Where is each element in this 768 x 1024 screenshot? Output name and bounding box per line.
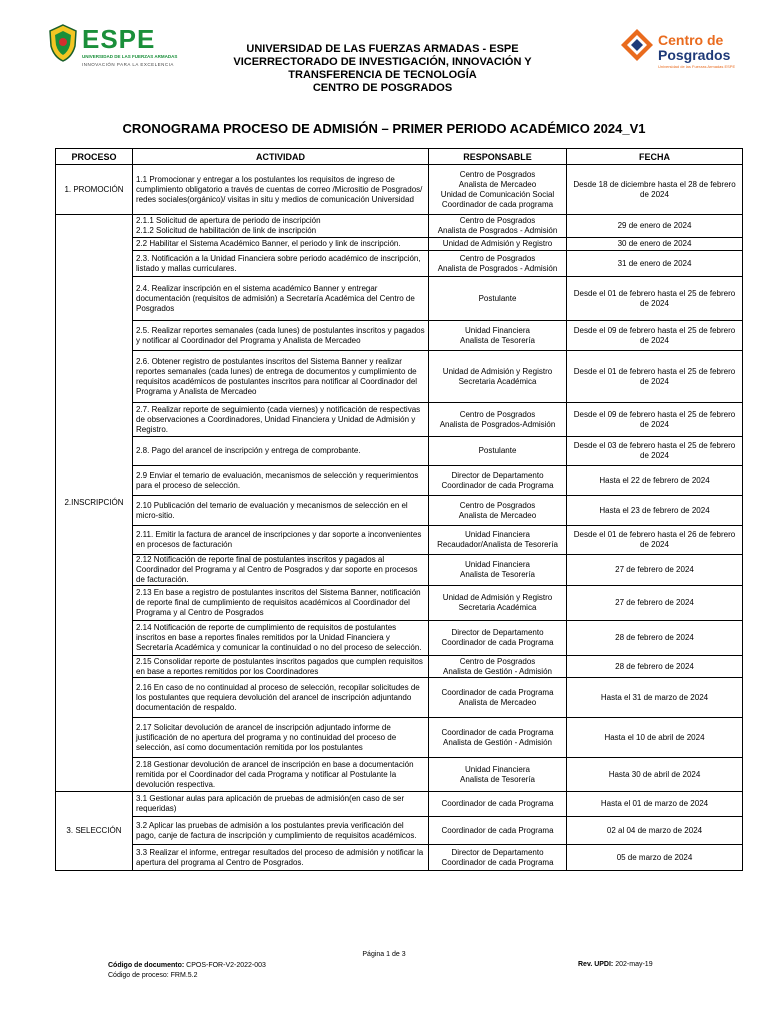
espe-logo-line1: UNIVERSIDAD DE LAS FUERZAS ARMADAS: [82, 54, 178, 59]
rev-label: Rev. UPDI:: [578, 961, 614, 968]
responsible-cell: Coordinador de cada Programa: [429, 817, 567, 845]
responsible-cell: Postulante: [429, 437, 567, 466]
rev-value: 202-may-19: [615, 961, 653, 968]
date-cell: 02 al 04 de marzo de 2024: [567, 817, 743, 845]
header-responsable: RESPONSABLE: [429, 149, 567, 165]
date-cell: 28 de febrero de 2024: [567, 621, 743, 656]
date-cell: 29 de enero de 2024: [567, 215, 743, 238]
activity-cell: 2.13 En base a registro de postulantes inscritos del Sistema Banner, notificación de reporte final de cumplimiento de requisitos académicos al Coordinador del Programa y al Centro de Posgrados: [133, 586, 429, 621]
table-row: [56, 792, 743, 817]
table-row: [56, 165, 743, 215]
responsible-cell: Director de Departamento Coordinador de cada Programa: [429, 845, 567, 871]
activity-cell: 3.2 Aplicar las pruebas de admisión a los postulantes previa verificación del pago, canje de factura de inscripción y cumplimiento de requisitos académicos.: [133, 817, 429, 845]
activity-cell: 1.1 Promocionar y entregar a los postulantes los requisitos de ingreso de cumplimiento obligatorio a través de cuentas de correo /Micrositio de Posgrados/ redes sociales(orgánico)/ visitas in situ y medios de comunicación Universidad: [133, 165, 429, 215]
process-cell: 2.INSCRIPCIÓN: [56, 215, 133, 792]
table-row: [56, 678, 743, 718]
responsible-cell: Unidad Financiera Analista de Tesorería: [429, 321, 567, 351]
posgrados-logo-line3: Universidad de las Fuerzas Armadas ESPE: [658, 64, 736, 69]
page-number: Página 1 de 3: [362, 951, 406, 958]
date-cell: Desde el 09 de febrero hasta el 25 de febrero de 2024: [567, 321, 743, 351]
responsible-cell: Coordinador de cada Programa Analista de Mercadeo: [429, 678, 567, 718]
activity-cell: 2.6. Obtener registro de postulantes inscritos del Sistema Banner y realizar reportes semanales (cada lunes) de entrega de documentos y cumplimiento de requisitos académicos de postulantes inscritos para notificar al Coordinador del Programa y Analista de Mercadeo: [133, 351, 429, 403]
activity-cell: 2.8. Pago del arancel de inscripción y entrega de comprobante.: [133, 437, 429, 466]
espe-wordmark: ESPE: [82, 24, 156, 54]
responsible-cell: Centro de Posgrados Analista de Mercadeo Unidad de Comunicación Social Coordinador de cada programa: [429, 165, 567, 215]
table-row: [56, 238, 743, 251]
table-row: [56, 758, 743, 792]
activity-cell: 2.10 Publicación del temario de evaluación y mecanismos de selección en el micro-sitio.: [133, 496, 429, 526]
responsible-cell: Coordinador de cada Programa Analista de Gestión - Admisión: [429, 718, 567, 758]
table-row: [56, 351, 743, 403]
table-row: [56, 437, 743, 466]
date-cell: Desde el 01 de febrero hasta el 25 de febrero de 2024: [567, 351, 743, 403]
responsible-cell: Centro de Posgrados Analista de Posgrados - Admisión: [429, 251, 567, 277]
process-cell: 1. PROMOCIÓN: [56, 165, 133, 215]
doc-code: CPOS-FOR-V2-2022-003: [186, 962, 266, 969]
date-cell: 05 de marzo de 2024: [567, 845, 743, 871]
activity-cell: 2.18 Gestionar devolución de arancel de inscripción en base a documentación remitida por el Coordinador del cada Programa y notificar al Postulante la devolución respectiva.: [133, 758, 429, 792]
date-cell: Hasta el 01 de marzo de 2024: [567, 792, 743, 817]
date-cell: Hasta el 22 de febrero de 2024: [567, 466, 743, 496]
centro-posgrados-logo: [620, 28, 740, 72]
date-cell: Desde 18 de diciembre hasta el 28 de febrero de 2024: [567, 165, 743, 215]
table-header-row: [56, 149, 743, 165]
date-cell: 30 de enero de 2024: [567, 238, 743, 251]
table-row: [56, 321, 743, 351]
responsible-cell: Unidad Financiera Analista de Tesorería: [429, 758, 567, 792]
date-cell: Hasta 30 de abril de 2024: [567, 758, 743, 792]
posgrados-logo-line2: Posgrados: [658, 47, 731, 63]
responsible-cell: Director de Departamento Coordinador de cada Programa: [429, 621, 567, 656]
activity-cell: 3.1 Gestionar aulas para aplicación de pruebas de admisión(en caso de ser requeridas): [133, 792, 429, 817]
espe-logo: [48, 22, 178, 70]
date-cell: 28 de febrero de 2024: [567, 656, 743, 678]
responsible-cell: Unidad de Admisión y Registro Secretaria Académica: [429, 351, 567, 403]
posgrados-emblem-icon: [620, 28, 654, 62]
date-cell: Desde el 01 de febrero hasta el 25 de febrero de 2024: [567, 277, 743, 321]
activity-cell: 2.5. Realizar reportes semanales (cada lunes) de postulantes inscritos y pagados y notificar al Coordinador del Programa y Analista de Mercadeo: [133, 321, 429, 351]
activity-cell: 2.7. Realizar reporte de seguimiento (cada viernes) y notificación de respectivas de observaciones a Coordinadores, Unidad Financiera y Unidad de Admisión y Registro.: [133, 403, 429, 437]
activity-cell: 2.1.1 Solicitud de apertura de periodo de inscripción 2.1.2 Solicitud de habilitación de link de inscripción: [133, 215, 429, 238]
activity-cell: 2.2 Habilitar el Sistema Académico Banner, el periodo y link de inscripción.: [133, 238, 429, 251]
date-cell: Hasta el 23 de febrero de 2024: [567, 496, 743, 526]
activity-cell: 2.15 Consolidar reporte de postulantes inscritos pagados que cumplen requisitos en base a reportes remitidos por los Coordinadores: [133, 656, 429, 678]
date-cell: Hasta el 10 de abril de 2024: [567, 718, 743, 758]
footer-revision: [578, 961, 653, 968]
responsible-cell: Centro de Posgrados Analista de Posgrados-Admisión: [429, 403, 567, 437]
table-row: [56, 466, 743, 496]
table-row: [56, 621, 743, 656]
document-header: [0, 0, 768, 110]
doc-code-label: Código de documento:: [108, 962, 185, 969]
table-row: [56, 718, 743, 758]
responsible-cell: Centro de Posgrados Analista de Mercadeo: [429, 496, 567, 526]
date-cell: 27 de febrero de 2024: [567, 586, 743, 621]
responsible-cell: Postulante: [429, 277, 567, 321]
table-row: [56, 555, 743, 586]
activity-cell: 2.11. Emitir la factura de arancel de inscripciones y dar soporte a inconvenientes en procesos de facturación: [133, 526, 429, 555]
table-row: [56, 817, 743, 845]
date-cell: Desde el 03 de febrero hasta el 25 de febrero de 2024: [567, 437, 743, 466]
date-cell: 31 de enero de 2024: [567, 251, 743, 277]
date-cell: 27 de febrero de 2024: [567, 555, 743, 586]
date-cell: Hasta el 31 de marzo de 2024: [567, 678, 743, 718]
institution-line-1: UNIVERSIDAD DE LAS FUERZAS ARMADAS - ESPE: [246, 43, 519, 55]
process-code: Código de proceso: FRM.5.2: [108, 972, 198, 979]
date-cell: Desde el 09 de febrero hasta el 25 de febrero de 2024: [567, 403, 743, 437]
institution-line-2: VICERRECTORADO DE INVESTIGACIÓN, INNOVACIÓN Y TRANSFERENCIA DE TECNOLOGÍA: [233, 56, 532, 81]
activity-cell: 2.17 Solicitar devolución de arancel de inscripción adjuntado informe de justificación de no apertura del programa y no continuidad del proceso de selección, así como documentación remitida por los postulantes: [133, 718, 429, 758]
table-row: [56, 215, 743, 238]
activity-cell: 2.14 Notificación de reporte de cumplimiento de requisitos de postulantes inscritos en base a reportes finales remitidos por la Unidad Financiera y Secretaría Académica y comunicar la continuidad o no del proceso de selección.: [133, 621, 429, 656]
responsible-cell: Unidad de Admisión y Registro: [429, 238, 567, 251]
institution-block: [185, 43, 580, 95]
espe-crest-icon: [48, 24, 78, 62]
table-row: [56, 496, 743, 526]
responsible-cell: Coordinador de cada Programa: [429, 792, 567, 817]
schedule-table: [55, 148, 743, 871]
table-row: [56, 845, 743, 871]
activity-cell: 2.9 Enviar el temario de evaluación, mecanismos de selección y requerimientos para el proceso de selección.: [133, 466, 429, 496]
responsible-cell: Director de Departamento Coordinador de cada Programa: [429, 466, 567, 496]
responsible-cell: Unidad Financiera Analista de Tesorería: [429, 555, 567, 586]
document-title: CRONOGRAMA PROCESO DE ADMISIÓN – PRIMER PERIODO ACADÉMICO 2024_V1: [122, 121, 646, 136]
header-fecha: FECHA: [567, 149, 743, 165]
footer-codes: [108, 961, 266, 981]
table-row: [56, 586, 743, 621]
responsible-cell: Centro de Posgrados Analista de Posgrados - Admisión: [429, 215, 567, 238]
espe-logo-line2: INNOVACIÓN PARA LA EXCELENCIA: [82, 62, 174, 67]
activity-cell: 2.3. Notificación a la Unidad Financiera sobre periodo académico de inscripción, listado y mallas curriculares.: [133, 251, 429, 277]
institution-line-3: CENTRO DE POSGRADOS: [312, 82, 453, 94]
responsible-cell: Unidad de Admisión y Registro Secretaria Académica: [429, 586, 567, 621]
header-actividad: ACTIVIDAD: [133, 149, 429, 165]
table-row: [56, 526, 743, 555]
posgrados-logo-line1: Centro de: [658, 32, 724, 48]
table-row: [56, 656, 743, 678]
activity-cell: 2.4. Realizar inscripción en el sistema académico Banner y entregar documentación (requisitos de admisión) a Secretaría Académica del Centro de Posgrados: [133, 277, 429, 321]
date-cell: Desde el 01 de febrero hasta el 26 de febrero de 2024: [567, 526, 743, 555]
activity-cell: 2.16 En caso de no continuidad al proceso de selección, recopilar solicitudes de los postulantes que requiera devolución del arancel de inscripción adjuntando documentación de respaldo.: [133, 678, 429, 718]
table-row: [56, 403, 743, 437]
table-row: [56, 251, 743, 277]
header-proceso: PROCESO: [56, 149, 133, 165]
responsible-cell: Unidad Financiera Recaudador/Analista de Tesorería: [429, 526, 567, 555]
table-row: [56, 277, 743, 321]
activity-cell: 2.12 Notificación de reporte final de postulantes inscritos y pagados al Coordinador del Programa y al Centro de Posgrados y dar soporte en procesos de facturación.: [133, 555, 429, 586]
activity-cell: 3.3 Realizar el informe, entregar resultados del proceso de admisión y notificar la apertura del programa al Centro de Posgrados.: [133, 845, 429, 871]
responsible-cell: Centro de Posgrados Analista de Gestión - Admisión: [429, 656, 567, 678]
process-cell: 3. SELECCIÓN: [56, 792, 133, 871]
